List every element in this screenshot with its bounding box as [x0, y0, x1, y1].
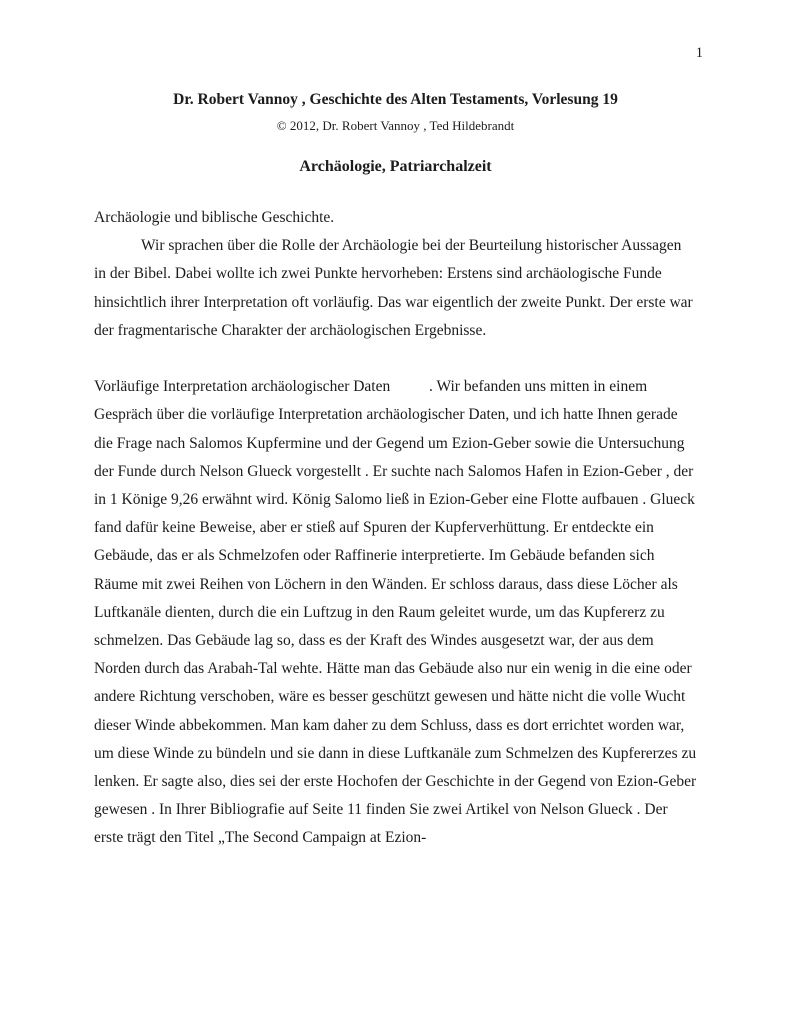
copyright-line: © 2012, Dr. Robert Vannoy , Ted Hildebrandt — [276, 118, 515, 133]
page-number: 1 — [695, 45, 703, 61]
section-heading: Archäologie, Patriarchalzeit — [299, 158, 492, 175]
body-paragraph: Vorläufige Interpretation archäologischer Daten . Wir befanden uns mitten in einem Gespräch über die vorläufige Interpretation archäologischer Daten, und ich hatte Ihnen gerade die Frage nach Salomos Kupfermine und der Gegend um Ezion-Geber sowie die Untersuchung der Funde durch Nelson Glueck vorgestellt . Er suchte nach Salomos Hafen in Ezion-Geber , der in 1 Könige 9,26 erwähnt wird. König Salomo ließ in Ezion-Geber eine Flotte aufbauen . Glueck fand dafür keine Beweise, aber er stieß auf Spuren der Kupferverhüttung. Er entdeckte ein Gebäude, das er als Schmelzofen oder Raffinerie interpretierte. Im Gebäude befanden sich Räume mit zwei Reihen von Löchern in den Wänden. Er schloss daraus, dass diese Löcher als Luftkanäle dienten, durch die ein Luftzug in den Raum geleitet wurde, um das Kupfererz zu schmelzen. Das Gebäude lag so, dass es der Kraft des Windes ausgesetzt war, der aus dem Norden durch das Arabah-Tal wehte. Hätte man das Gebäude also nur ein wenig in die eine oder andere Richtung verschoben, wäre es besser geschützt gewesen und hätte nicht die volle Wucht dieser Winde abbekommen. Man kam daher zu dem Schluss, dass es dort errichtet worden war, um diese Winde zu bündeln und sie dann in diese Luftkanäle zum Schmelzen des Kupfererzes zu lenken. Er sagte also, dies sei der erste Hochofen der Geschichte in der Gegend von Ezion-Geber gewesen . In Ihrer Bibliografie auf Seite 11 finden Sie zwei Artikel von Nelson Glueck . Der erste trägt den Titel „The Second Campaign at Ezion- — [94, 378, 697, 847]
document-body — [94, 204, 697, 853]
body-paragraph: Archäologie und biblische Geschichte. — [94, 209, 335, 226]
document-header — [0, 0, 791, 177]
body-paragraph: Wir sprachen über die Rolle der Archäologie bei der Beurteilung historischer Aussagen in der Bibel. Dabei wollte ich zwei Punkte hervorheben: Erstens sind archäologische Funde hinsichtlich ihrer Interpretation oft vorläufig. Das war eigentlich der zweite Punkt. Der erste war der fragmentarische Charakter der archäologischen Ergebnisse. — [94, 237, 693, 339]
document-title: Dr. Robert Vannoy , Geschichte des Alten Testaments, Vorlesung 19 — [173, 91, 618, 108]
